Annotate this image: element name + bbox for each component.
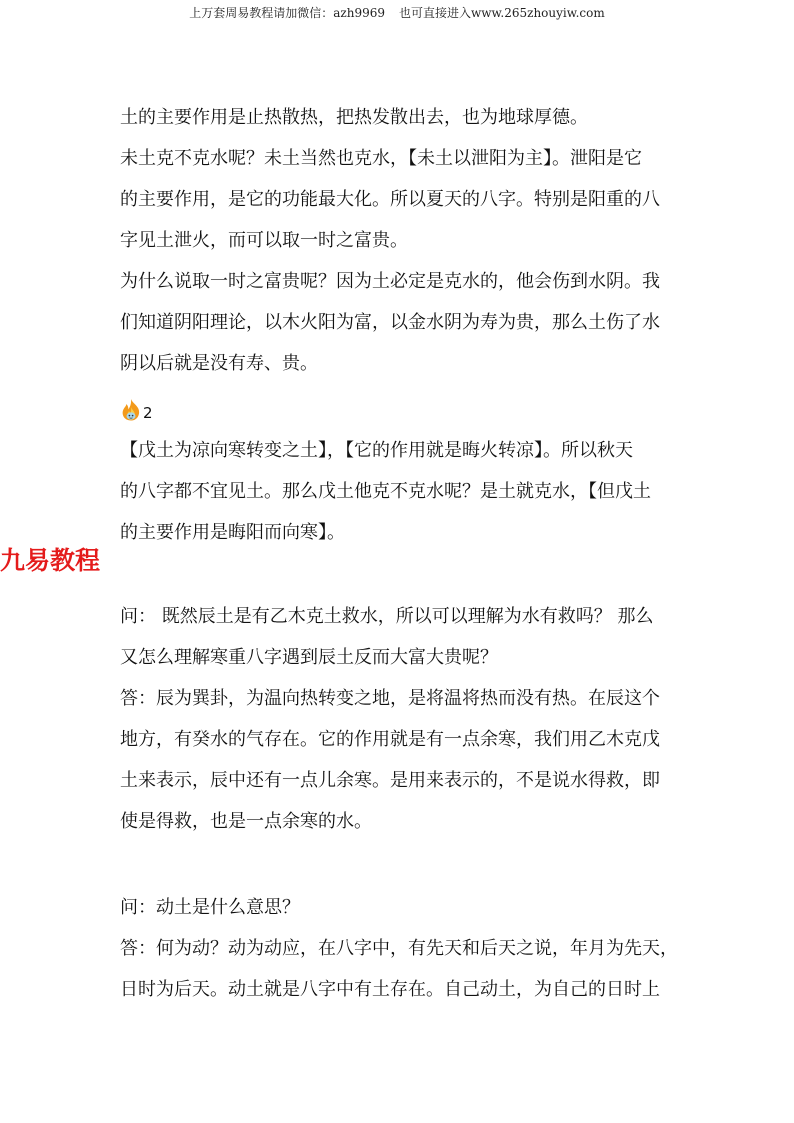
text-line: 答：辰为巽卦，为温向热转变之地，是将温将热而没有热。在辰这个: [120, 688, 660, 709]
text-line: 为什么说取一时之富贵呢？因为土必定是克水的，他会伤到水阴。我: [120, 271, 660, 292]
text-line: 的主要作用是晦阳而向寒】。: [120, 522, 345, 543]
header-website-text: 也可直接进入www.265zhouyiw.com: [399, 6, 605, 20]
section-marker: [120, 397, 153, 423]
text-line: 的主要作用，是它的功能最大化。所以夏天的八字。特别是阳重的八: [120, 189, 660, 210]
text-line: 阴以后就是没有寿、贵。: [120, 353, 318, 374]
header-wechat-text: 上万套周易教程请加微信：azh9969: [189, 6, 386, 20]
text-line: 土来表示，辰中还有一点儿余寒。是用来表示的，不是说水得救，即: [120, 770, 660, 791]
text-line: 问：动土是什么意思？: [120, 897, 300, 918]
text-line: 字见土泄火，而可以取一时之富贵。: [120, 230, 408, 251]
text-line: 日时为后天。动土就是八字中有土存在。自己动土，为自己的日时上: [120, 979, 660, 1000]
text-line: 使是得救，也是一点余寒的水。: [120, 811, 372, 832]
text-line: 们知道阴阳理论，以木火阳为富，以金水阴为寿为贵，那么土伤了水: [120, 312, 660, 333]
text-line: 地方，有癸水的气存在。它的作用就是有一点余寒，我们用乙木克戊: [120, 729, 660, 750]
text-line: 答：何为动？动为动应，在八字中，有先天和后天之说，年月为先天，: [120, 938, 678, 959]
text-line: 未土克不克水呢？未土当然也克水，【未土以泄阳为主】。泄阳是它: [120, 148, 642, 169]
page-header: [0, 6, 794, 20]
fire-emoji-icon: [120, 398, 142, 422]
text-line: 问： 既然辰土是有乙木克土救水，所以可以理解为水有救吗？ 那么: [120, 606, 654, 627]
section-number: 2: [143, 404, 153, 422]
text-line: 的八字都不宜见土。那么戊土他克不克水呢？是土就克水，【但戊土: [120, 481, 651, 502]
text-line: 【戊土为凉向寒转变之土】，【它的作用就是晦火转凉】。所以秋天: [120, 440, 633, 461]
watermark-logo-text: 九易教程: [0, 546, 101, 575]
text-line: 土的主要作用是止热散热，把热发散出去，也为地球厚德。: [120, 107, 588, 128]
text-line: 又怎么理解寒重八字遇到辰土反而大富大贵呢？: [120, 647, 498, 668]
